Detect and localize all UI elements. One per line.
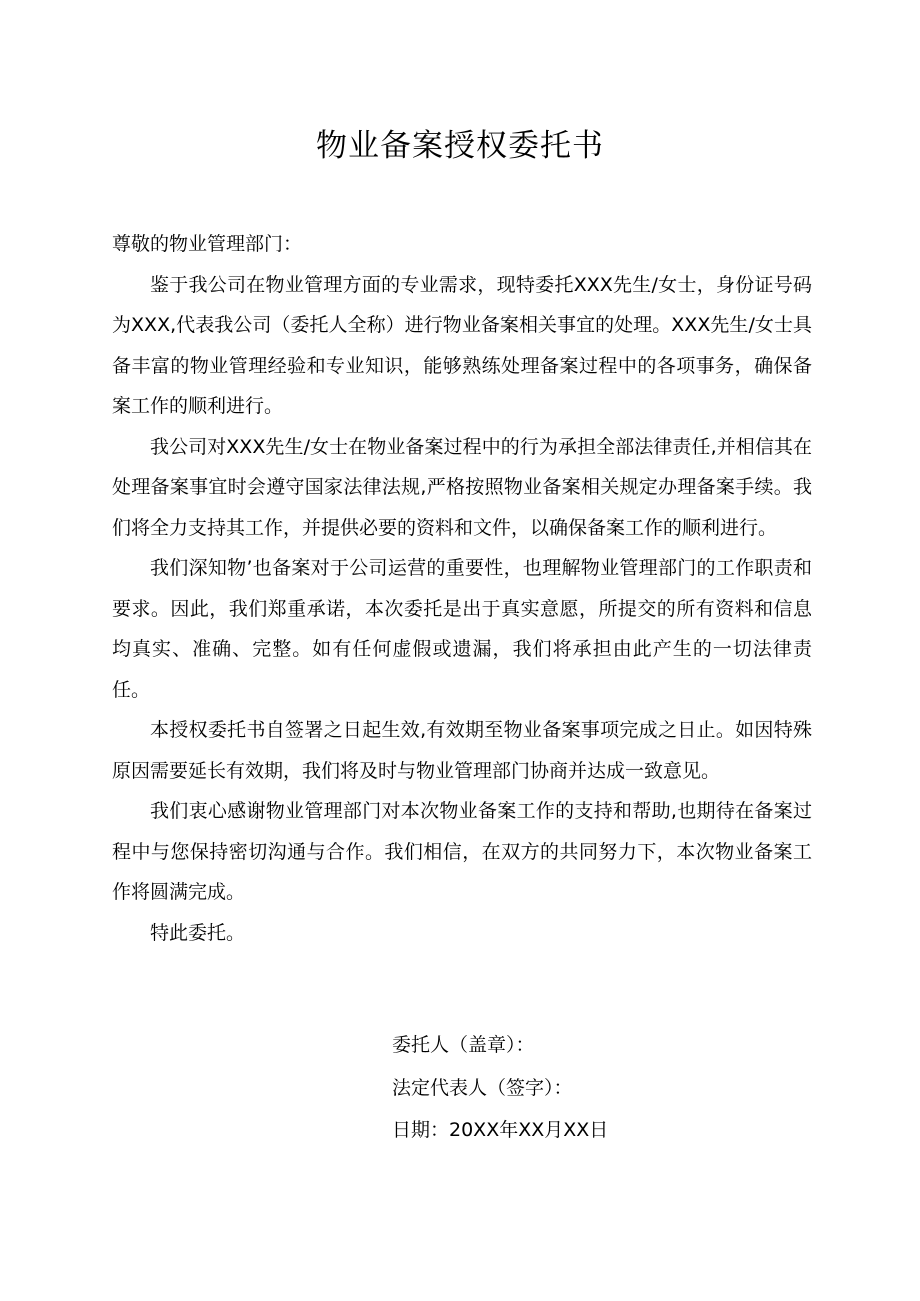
salutation: 尊敬的物业管理部门： bbox=[112, 233, 303, 255]
paragraph-validity: 本授权委托书自签署之日起生效,有效期至物业备案事项完成之日止。如因特殊原因需要延长有效期，我们将及时与物业管理部门协商并达成一致意见。 bbox=[112, 719, 812, 782]
legal-representative-line: 法定代表人（签字）： bbox=[392, 1076, 573, 1099]
paragraph-commitment: 我们深知物’也备案对于公司运营的重要性，也理解物业管理部门的工作职责和要求。因此，我们郑重承诺，本次委托是出于真实意愿，所提交的所有资料和信息均真实、准确、完整。如有任何虚假或遗漏，我们将承担由此产生的一切法律责任。 bbox=[112, 557, 812, 701]
date-line: 日期：20XX年XX月XX日 bbox=[392, 1119, 609, 1141]
paragraph-liability: 我公司对XXX先生/女士在物业备案过程中的行为承担全部法律责任,并相信其在处理备案事宜时会遵守国家法律法规,严格按照物业备案相关规定办理备案手续。我们将全力支持其工作，并提供必要的资料和文件，以确保备案工作的顺利进行。 bbox=[112, 435, 812, 539]
principal-seal-line: 委托人（盖章）： bbox=[392, 1034, 535, 1056]
signature-block bbox=[392, 1024, 812, 1152]
paragraph-entrustment: 鉴于我公司在物业管理方面的专业需求，现特委托XXX先生/女士，身份证号码为XXX,代表我公司（委托人全称）进行物业备案相关事宜的处理。XXX先生/女士具备丰富的物业管理经验和专业知识，能够熟练处理备案过程中的各项事务，确保备案工作的顺利进行。 bbox=[112, 273, 812, 417]
paragraph-closing: 特此委托。 bbox=[150, 921, 246, 944]
document-title: 物业备案授权委托书 bbox=[316, 128, 604, 164]
document-body bbox=[112, 224, 812, 953]
paragraph-thanks: 我们衷心感谢物业管理部门对本次物业备案工作的支持和帮助,也期待在备案过程中与您保持密切沟通与合作。我们相信，在双方的共同努力下，本次物业备案工作将圆满完成。 bbox=[112, 800, 812, 903]
